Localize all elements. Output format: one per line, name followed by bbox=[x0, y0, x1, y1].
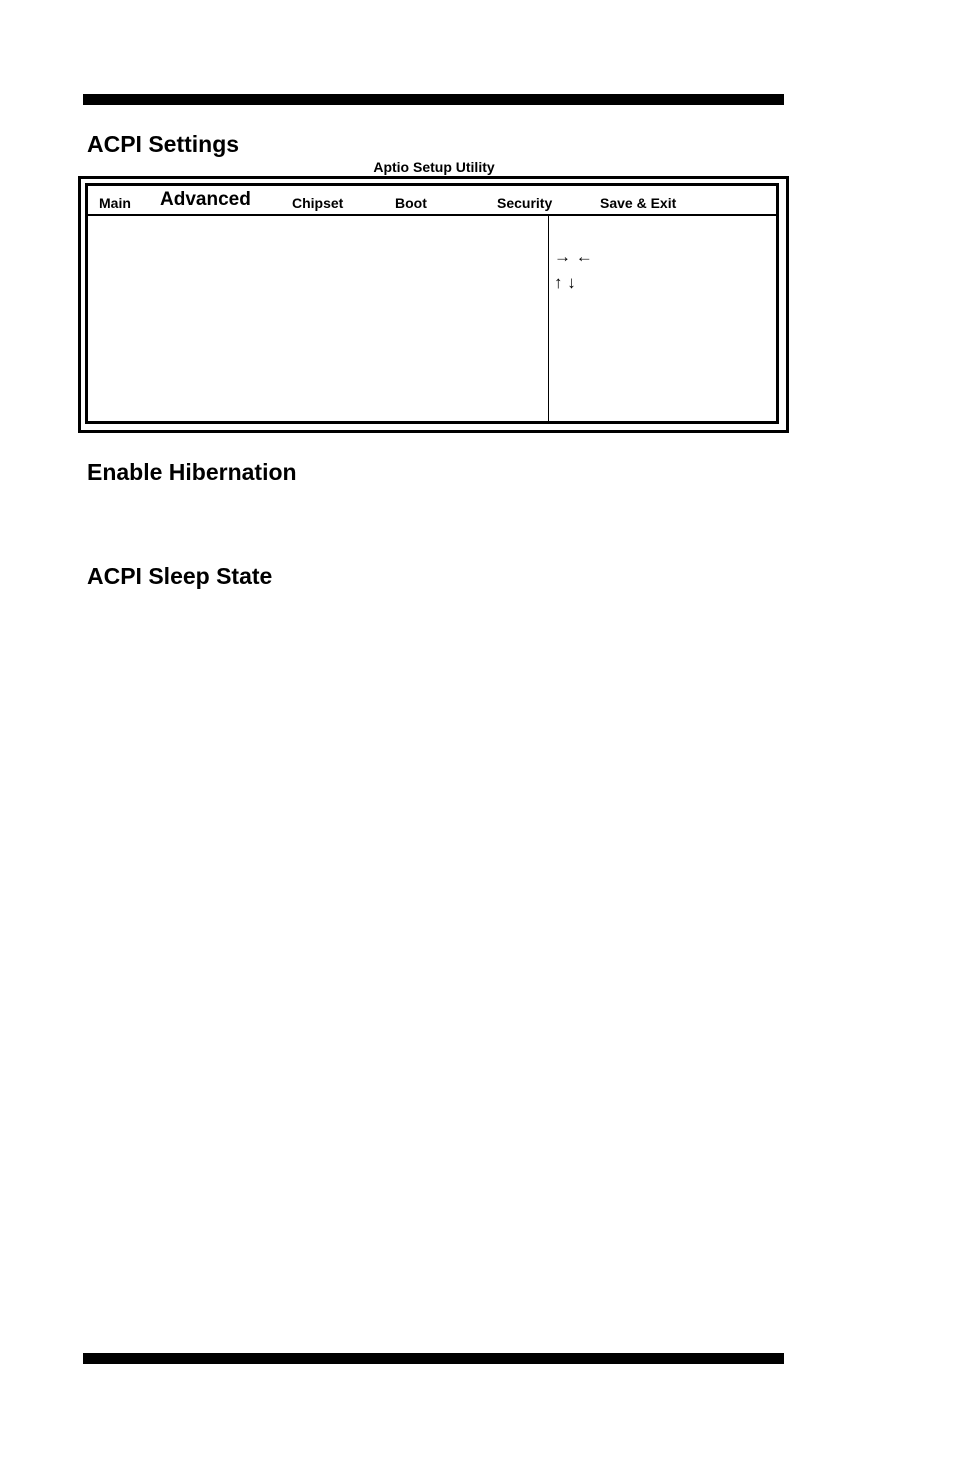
up-down-arrows-icon: ↑ ↓ bbox=[554, 273, 576, 292]
section-heading-acpi-sleep-state: ACPI Sleep State bbox=[87, 563, 273, 589]
tab-save-exit[interactable]: Save & Exit bbox=[600, 195, 677, 211]
tab-boot[interactable]: Boot bbox=[395, 195, 427, 211]
bios-screen-frame bbox=[78, 176, 789, 433]
section-heading-acpi-settings: ACPI Settings bbox=[87, 131, 240, 157]
left-right-arrows-icon: → ← bbox=[554, 247, 593, 266]
tab-main[interactable]: Main bbox=[99, 195, 131, 211]
tab-advanced[interactable]: Advanced bbox=[160, 189, 251, 210]
bios-utility-title: Aptio Setup Utility bbox=[373, 159, 495, 175]
help-panel bbox=[549, 216, 776, 421]
section-heading-enable-hibernation: Enable Hibernation bbox=[87, 459, 297, 485]
bios-screen bbox=[85, 183, 779, 424]
tab-chipset[interactable]: Chipset bbox=[292, 195, 344, 211]
bios-menu-bar bbox=[88, 186, 776, 216]
bottom-rule bbox=[83, 1353, 784, 1364]
tab-security[interactable]: Security bbox=[497, 195, 553, 211]
top-rule bbox=[83, 94, 784, 105]
